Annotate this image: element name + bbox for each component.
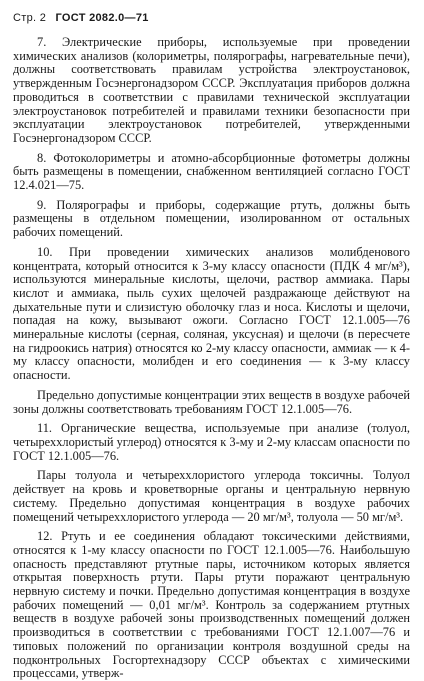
paragraph-11-toxicity: Пары толуола и четыреххлористого углерода токсичны. Толуол действует на кровь и кроветворные органы и центральную нервную систему. Предельно допустимая концентрация в воздухе рабочих помещений четыреххлористого углерода — 20 мг/м³, толуола — 50 мг/м³. — [13, 468, 410, 524]
paragraph-12: 12. Ртуть и ее соединения обладают токсическими действиями, относятся к 1-му классу опасности по ГОСТ 12.1.005—76. Наибольшую опасность представляют ртутные пары, источником которых является открытая поверхность ртути. Пары ртути поражают центральную нервную систему и почки. Предельно допустимая концентрация в воздухе рабочих помещений — 0,01 мг/м³. Контроль за содержанием ртутных веществ в воздухе рабочей зоны производственных помещений должен производиться в соответствии с требованиями ГОСТ 12.1.007—76 и типовых положений по организации контроля воздушной среды на подконтрольных Госгортехнадзору СССР объектах с химическими процессами, утверж- — [13, 529, 410, 681]
paragraph-11: 11. Органические вещества, используемые при анализе (толуол, четыреххлористый углерод) относятся к 3-му и 2-му классам опасности по ГОСТ 12.1.005—76. — [13, 421, 410, 463]
standard-code: ГОСТ 2082.0—71 — [55, 12, 149, 24]
document-body — [13, 36, 410, 681]
paragraph-10-limits: Предельно допустимые концентрации этих веществ в воздухе рабочей зоны должны соответствовать требованиям ГОСТ 12.1.005—76. — [13, 387, 410, 416]
paragraph-7: 7. Электрические приборы, используемые при проведении химических анализов (колориметры, полярографы, нагревательные печи), должны соответствовать правилам устройства электроустановок, утвержденным Госэнергонадзором СССР. Эксплуатация приборов должна проводиться в соответствии с правилами технической эксплуатации электроустановок потребителей и правилами техники безопасности при эксплуатации электроустановок потребителей, утвержденными Госэнергонадзором СССР. — [13, 35, 410, 145]
paragraph-9: 9. Полярографы и приборы, содержащие ртуть, должны быть размещены в отдельном помещении, изолированном от остальных рабочих помещений. — [13, 197, 410, 240]
paragraph-8: 8. Фотоколориметры и атомно-абсорбционные фотометры должны быть размещены в помещении, снабженном вентиляцией согласно ГОСТ 12.4.021—75. — [13, 150, 410, 193]
page-header — [13, 12, 149, 24]
page-number: Стр. 2 — [13, 12, 47, 24]
paragraph-10: 10. При проведении химических анализов молибденового концентрата, который относится к 3-му классу опасности (ПДК 4 мг/м³), используются минеральные кислоты, щелочи, раствор аммиака. Пары кислот и аммиака, пыль сухих щелочей раздражающе действуют на дыхательные пути и слизистую оболочку глаз и носа. Кислоты и щелочи, попадая на кожу, вызывают ожоги. Согласно ГОСТ 12.1.005—76 минеральные кислоты (серная, соляная, уксусная) и щелочи (в пересчете на гидроокись натрия) относятся ко 2-му классу опасности, аммиак — к 4-му классу опасности, молибден и его соединения — к 3-му классу опасности. — [13, 244, 410, 383]
